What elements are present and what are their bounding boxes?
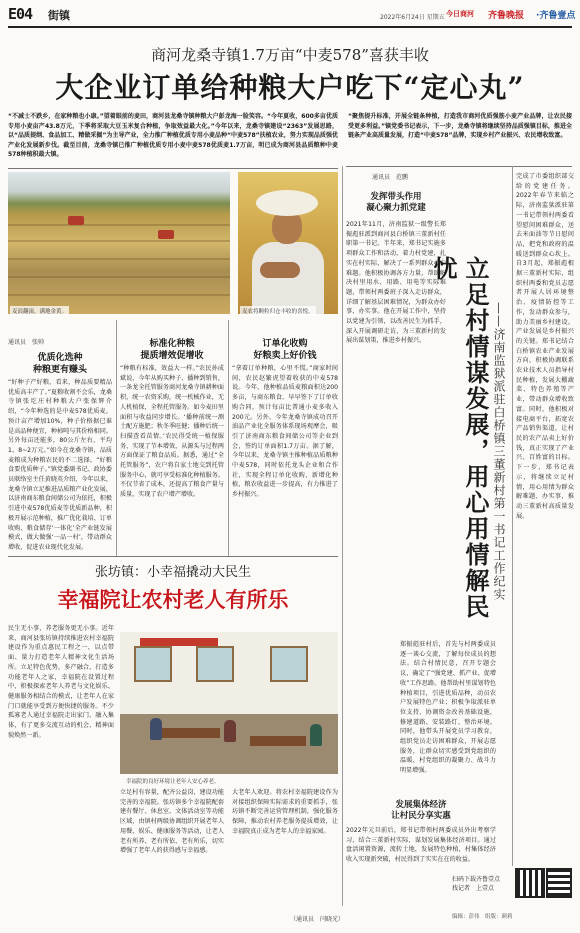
column3-text: “拿着订单种粮，心里不慌。”商家时间间，农民赵繁虎望着收获的中麦578说。今年，他种植品质麦粮面积达200多亩，与商东粮食、早早签下了订单收购合同，预计每亩比普通小麦多收入200元。另外，今年龙桑寺镇成功召开油品产业化全服务体系现场观摩会，吸引了济南商东粮食间储公司等企业到会，签约订单面积1.7万亩。据了解，今年以来，龙桑寺镇主推种植品质粮种中麦578，同时依托龙头企业和合作社，实现全程订单化收购，新增化种植，粮农收益进一步提高，有力推进了乡村振兴。 xyxy=(232,365,338,499)
column-divider xyxy=(512,166,513,866)
article2-vertical-subhead: ——济南监狱派驻白桥镇三董新村第一书记工作纪实 xyxy=(492,302,506,601)
article1-byline: 通讯员 张帅 xyxy=(8,339,45,346)
article2-subhead-2: 发展集体经济 让村民分享实惠 xyxy=(391,800,451,821)
column-tag: 今日商河 xyxy=(446,10,474,18)
article1-lead: “不减士不跌乡，在家种粮也小康。”望着眼前的麦田，商河县龙桑寺镇种粮大户彭龙海一脸笑容。“今年夏收，600多亩优质专用小麦亩产43.8万元，下季将采取大豆玉米复合种植，争取效益最大化。”今年以来，龙桑寺镇建设“2363”发展思路，以“品质提纲、食品加工、精做采掘”为主导产业，全力推广种植优质专用小麦品种“中麦578”扶植农业，努力实现品质强优产业化发展新步伐。截至目前，龙桑寺镇已推广种植优质专用小麦中麦578优质麦1.7万亩，明已成为商河县品质粮种中麦578种植积最大镇。 xyxy=(8,113,338,158)
article3-byline: （通讯员 闫晓光） xyxy=(290,916,345,923)
section-name: 街镇 xyxy=(48,9,70,22)
article2-text-2: 郑振彪驻村后，首先与村两委成员逐一谈心交流，了解每位成员的想法。结合村情民意，召开专题会议，确定了“强党建、抓产业、促增收”工作思路。他帮助村里谋划特色种植项目，引进优质品种，动员农户发展特色产业；积极争取派驻单位支持，协调资金改善基础设施，修建道路、安装路灯、整治环境。同时，他带头开展党员学习教育，组织党员走访困难群众，开展志愿服务，让群众切实感受到党组织的温暖，村党组织的凝聚力、战斗力明显增强。 xyxy=(400,641,496,775)
column2-subhead: 标准化种粮 提质增效促增收 xyxy=(140,339,204,361)
article1-subhead: 商河龙桑寺镇1.7万亩“中麦578”喜获丰收 xyxy=(151,46,429,64)
editor-credit: 编辑：彭伟 组版：颜莉 xyxy=(452,914,513,920)
wheat-field-photo xyxy=(8,172,230,314)
wheat-photo-caption: 麦浪翻滚，满地金黄。 xyxy=(10,306,69,316)
article2-subhead-1: 发挥带头作用 凝心聚力抓党建 xyxy=(366,192,426,213)
article2-text-1: 2021年11月，济南监狱一级警长郑振彪驻派到商河县白桥镇三董新村任职第一书记。半年来，郑书记实施多项群众工作和活动，着力村党建，扎实在村实际，解决了一系列群众心中难题。他积极协调各方力量，帮助解决村里用水、用路、用电等实际难题，带领村两委班子深入走访群众，详细了解基层困难情况，为群众办好事、办实事。他在开展工作中，坚持以党建为引领，以改善民生为抓手，深入开展调研走访，为三董新村的发展出谋划策，推进乡村振兴。 xyxy=(346,221,446,345)
article3-headline: 幸福院让农村老人有所乐 xyxy=(57,587,289,612)
farmer-photo-caption: 麦农将颗粒归仓丰收的喜悦。 xyxy=(240,306,316,316)
article1-headline: 大企业订单给种粮大户吃下“定心丸” xyxy=(55,71,525,104)
nursing-home-caption: 幸福院的良好环境让老年人安心养老。 xyxy=(126,779,220,785)
page-header xyxy=(8,4,576,28)
article2-vertical-headline: 立足村情谋发展，用心用情解民忧 xyxy=(429,256,490,620)
column1-text: “好种子产好粮，看来，种品质要精品优质高丰产了。”夏粮收割不会乐，龙桑寺镇张圪庄村种粮大户张保辉介绍，“今年种选的是中麦578优质麦，预计亩产增加10%，种子价格据已谁是高品种便宜，种柿吨与其价格相同。另外每亩还能多，80公斤左右，平均1、8~2万元。”如今在龙桑寺镇，品质麦粮成为种粮农民的不二选择。“好粮食要优质种子。”镇党委副书记、政协委员联络室主任黄晓英介绍，今年以来，龙桑寺镇立足推进品质粮产业化发展，以济南商东粮食间储公司为依托，积极引进中麦578优质麦等优质新品种，积极开展示范种植，推广优化栽培、订单收购、粮食储存‘一体化’全产业链发展模式，做大做强‘一品一村’，带动群众增收，促进农业现代化发展。 xyxy=(8,379,112,551)
page-number: E04 xyxy=(8,5,33,23)
article2-text-4: 完成了市委组织部交给的党建任务。2022年春节来临之际，济南监狱派驻第一书记带领村两委看望慰问困难群众，送去米面油等节日慰问品，把党和政府的温暖送到群众心坎上。自3月起，郑振彪根据三董新村实际，组织村两委和党员志愿者开展人居环境整治、疫情防控等工作，发动群众参与，助力美丽乡村建设。产业发展是乡村振兴的关键。郑书记结合白桥镇农业产业发展方向，积极协调联系农业技术人员指导村民种植，发展大棚蔬菜、特色养殖等产业，带动群众增收致富。同时，他积极对接电商平台，拓宽农产品销售渠道，让村民的农产品卖上好价钱，真正实现了产业兴、百姓富的目标。下一步，郑书记表示，将继续立足村情，用心用情为群众解难题、办实事，推动三董新村高质量发展。 xyxy=(516,173,574,520)
article2-text-3: 2022年元旦前后，郑书记带领村两委成员外出考察学习，结合三董新村实际，谋划发展集体经济项目。通过盘活闲置资源，流转土地，发展特色种植，村集体经济收入实现新突破，村民得到了实实在在的收益。 xyxy=(346,827,496,864)
article1-lead-continued: “聚焦提升标准，开展全链条种植，打造我市商河优质强筋小麦产业品牌，让农民接受更多利益。”镇党委书记表示，下一步，龙桑寺镇将继续坚持品质强镇目标，推进全链条产业高质量发展，打造“中麦578”品牌，实现乡村产业振兴、农民增收致富。 xyxy=(348,113,572,139)
qr-code-icon[interactable] xyxy=(546,868,572,898)
column2-text: “种粮有标准，效益大一样。”农民孙成斌说，今年从购买种子、播种到销售，一条龙全托管服务商河龙桑寺镇耕种面积，统一农资采购，统一机械作业，无人机植保，全程托管服务。如今麦田里面积与收益同步增长。‘播种前统一测土配方施肥；秋冬季旺健；播种后统一扫描查看苗情。’农民得受统一植保服务，实现了节本增效，从源头与过程两方面保证了粮食品质。据悉，通过“全托管服务”，农户将自家土地交到托管服务中心，就可享受标准化种植服务。不仅节省了成本，还提高了粮食产量与质量，实现了农户增产增收。 xyxy=(120,365,224,499)
app-logo: ·齐鲁壹点 xyxy=(536,11,576,21)
article3-text-3: 大老年人欢迎。将农村幸福院建设作为对接组织保障实际需求的重要抓手，张坊镇不断完善运营管理机制，强化服务保障，推动农村养老服务提质增效，让幸福院真正成为老年人的幸福家园。 xyxy=(232,789,338,835)
column-divider xyxy=(116,320,117,556)
article3-subhead: 张坊镇：小幸福撬动大民生 xyxy=(94,565,251,580)
article3-text-2: 立足村有容量，配齐公益岗，建设功能完善的幸福院。张坊镇多个幸福院配套建有餐厅、休息室、文体活动室等功能区域，由镇村两级协调组织开展老年人用餐、娱乐、健康服务等活动，让老人老有所养、老有所依、老有所乐，切实增强了老年人的获得感与幸福感。 xyxy=(120,789,224,855)
article2-byline: 通讯员 范鹏 xyxy=(372,174,409,181)
divider xyxy=(8,168,338,169)
app-download-text: 扫码下载齐鲁壹点 找记者 上壹点 xyxy=(452,876,501,892)
column-divider xyxy=(342,166,343,906)
divider xyxy=(8,556,338,557)
divider xyxy=(346,166,572,167)
farmer-photo xyxy=(238,172,338,314)
qr-code-icon[interactable] xyxy=(515,868,545,898)
column-divider xyxy=(228,320,229,556)
column3-subhead: 订单化收购 好粮卖上好价钱 xyxy=(253,339,317,361)
column1-subhead: 优质化选种 种粮更有赚头 xyxy=(32,353,87,375)
issue-date: 2022年6月24日 星期五 xyxy=(380,14,445,21)
article3-text-1: 民生无小事，养老服务更无小事。近年来，商河县张坊镇持续推进农村幸福院建设作为重点惠民工程之一，以点带面、量力打造老年人精神文化生活场所。立足特色优势，多产融合，打造多功能老年人之家，幸福院在设置过程中，积极探索老年人养老与文化娱乐、健康服务相结合的模式，让老年人在家门口就能享受到方便快捷的服务。不少孤寡老人通过幸福院走出家门、融入集体，有了更多交流互动的机会，精神面貌焕然一新。 xyxy=(8,625,114,739)
newspaper-logo: 齐鲁晚报 xyxy=(488,11,525,21)
nursing-home-photo xyxy=(120,632,338,774)
